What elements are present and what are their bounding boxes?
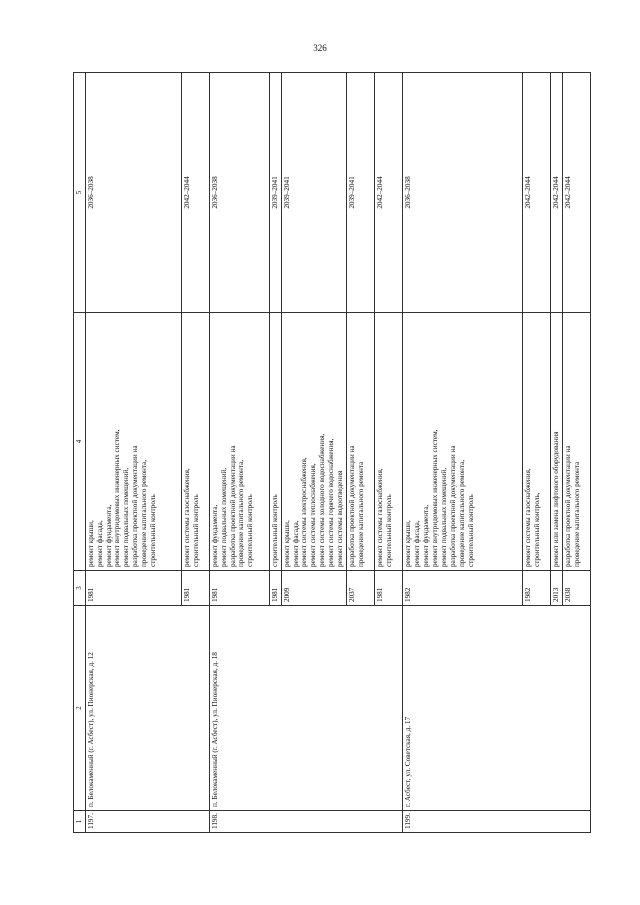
row-number: 1199. [403,810,591,832]
address-cell: г. Асбест, ул. Советская, д. 17 [403,605,591,810]
work-item: ремонт фундамента, [210,504,219,567]
work-item: ремонт фундамента, [104,504,113,567]
year-cell: 1982 [403,570,523,605]
work-type-cell [281,312,346,570]
table-row [403,72,523,832]
work-item: строительный контроль [466,493,475,567]
work-item: ремонт подвальных помещений, [439,467,448,567]
work-type-cell [209,312,269,570]
col-header-number: 1 [74,810,86,832]
work-item: проведение капитального ремонта [356,461,365,567]
work-type-cell [551,312,563,570]
period-cell: 2042–2044 [181,72,209,312]
rotated-table-wrapper [73,73,581,833]
period-cell: 2042–2044 [551,72,563,312]
work-item: строительный контроль [270,493,279,567]
work-item: строительный контроль [149,493,158,567]
repair-schedule-table [73,72,591,833]
work-item: ремонт внутридомовых инженерных систем, [430,429,439,567]
year-cell: 1981 [209,570,269,605]
work-item: ремонт системы газоснабжения, [376,467,385,567]
work-type-cell [523,312,551,570]
work-item: ремонт системы горячего водоснабжения, [327,438,336,567]
work-item: проведение капитального ремонта [572,461,581,567]
work-item: разработка проектной документации на [448,444,457,567]
period-cell: 2042–2044 [523,72,551,312]
work-item: ремонт системы газоснабжения, [524,467,533,567]
work-type-cell [562,312,590,570]
period-cell: 2036–2038 [403,72,523,312]
work-item: ремонт крыши, [282,519,291,567]
work-item: ремонт подвальных помещений, [219,467,228,567]
period-cell: 2042–2044 [562,72,590,312]
work-item: ремонт системы электроснабжения, [300,456,309,567]
col-header-period: 5 [74,72,86,312]
period-cell: 2036–2038 [209,72,269,312]
period-cell: 2042–2044 [375,72,403,312]
work-item: разработка проектной документации на [348,444,357,567]
col-header-address: 2 [74,605,86,810]
work-item: ремонт крыши, [86,519,95,567]
col-header-year: 3 [74,570,86,605]
work-item: строительный контроль [384,493,393,567]
work-item: проведение капитального ремонта, [237,459,246,567]
year-cell: 1982 [523,570,551,605]
work-item: разработка проектной документации на [563,444,572,567]
work-item: проведение капитального ремонта, [457,459,466,567]
year-cell: 2009 [281,570,346,605]
work-item: строительный контроль, [532,491,541,567]
year-cell: 1981 [375,570,403,605]
work-type-cell [403,312,523,570]
address-cell: п. Белокаменный (г. Асбест), ул. Пионерская, д. 18 [209,605,402,810]
col-header-work-type: 4 [74,312,86,570]
row-number: 1197. [85,810,209,832]
work-item: ремонт системы холодного водоснабжения, [318,433,327,567]
work-item: строительный контроль [191,493,200,567]
header-row [74,72,86,832]
year-cell: 2013 [551,570,563,605]
work-item: ремонт или замена лифтового оборудования [552,431,561,567]
work-type-cell [181,312,209,570]
work-item: ремонт системы водоотведения [336,470,345,567]
work-item: ремонт фасада, [412,519,421,567]
period-cell: 2039–2041 [281,72,346,312]
work-item: ремонт подвальных помещений, [122,467,131,567]
period-cell: 2039–2041 [347,72,375,312]
year-cell: 2037 [347,570,375,605]
work-item: ремонт крыши, [404,519,413,567]
work-item: разработка проектной документации на [228,444,237,567]
address-cell: п. Белокаменный (г. Асбест), ул. Пионерская, д. 12 [85,605,209,810]
year-cell: 1981 [269,570,281,605]
page-number: 326 [313,43,327,53]
work-item: ремонт фасада, [95,519,104,567]
row-number: 1198. [209,810,402,832]
table-row [85,72,181,832]
work-type-cell [347,312,375,570]
work-item: ремонт фасада, [291,519,300,567]
work-item: строительный контроль [246,493,255,567]
work-item: проведение капитального ремонта, [140,459,149,567]
year-cell: 1981 [181,570,209,605]
work-type-cell [85,312,181,570]
table-body [85,72,590,832]
work-type-cell [375,312,403,570]
period-cell: 2039–2041 [269,72,281,312]
year-cell: 2038 [562,570,590,605]
period-cell: 2036–2038 [85,72,181,312]
work-item: ремонт системы газоснабжения, [182,467,191,567]
year-cell: 1981 [85,570,181,605]
work-type-cell [269,312,281,570]
work-item: ремонт внутридомовых инженерных систем, [113,429,122,567]
table-row [209,72,269,832]
work-item: разработка проектной документации на [131,444,140,567]
work-item: ремонт системы теплоснабжения, [309,462,318,567]
work-item: ремонт фундамента, [421,504,430,567]
